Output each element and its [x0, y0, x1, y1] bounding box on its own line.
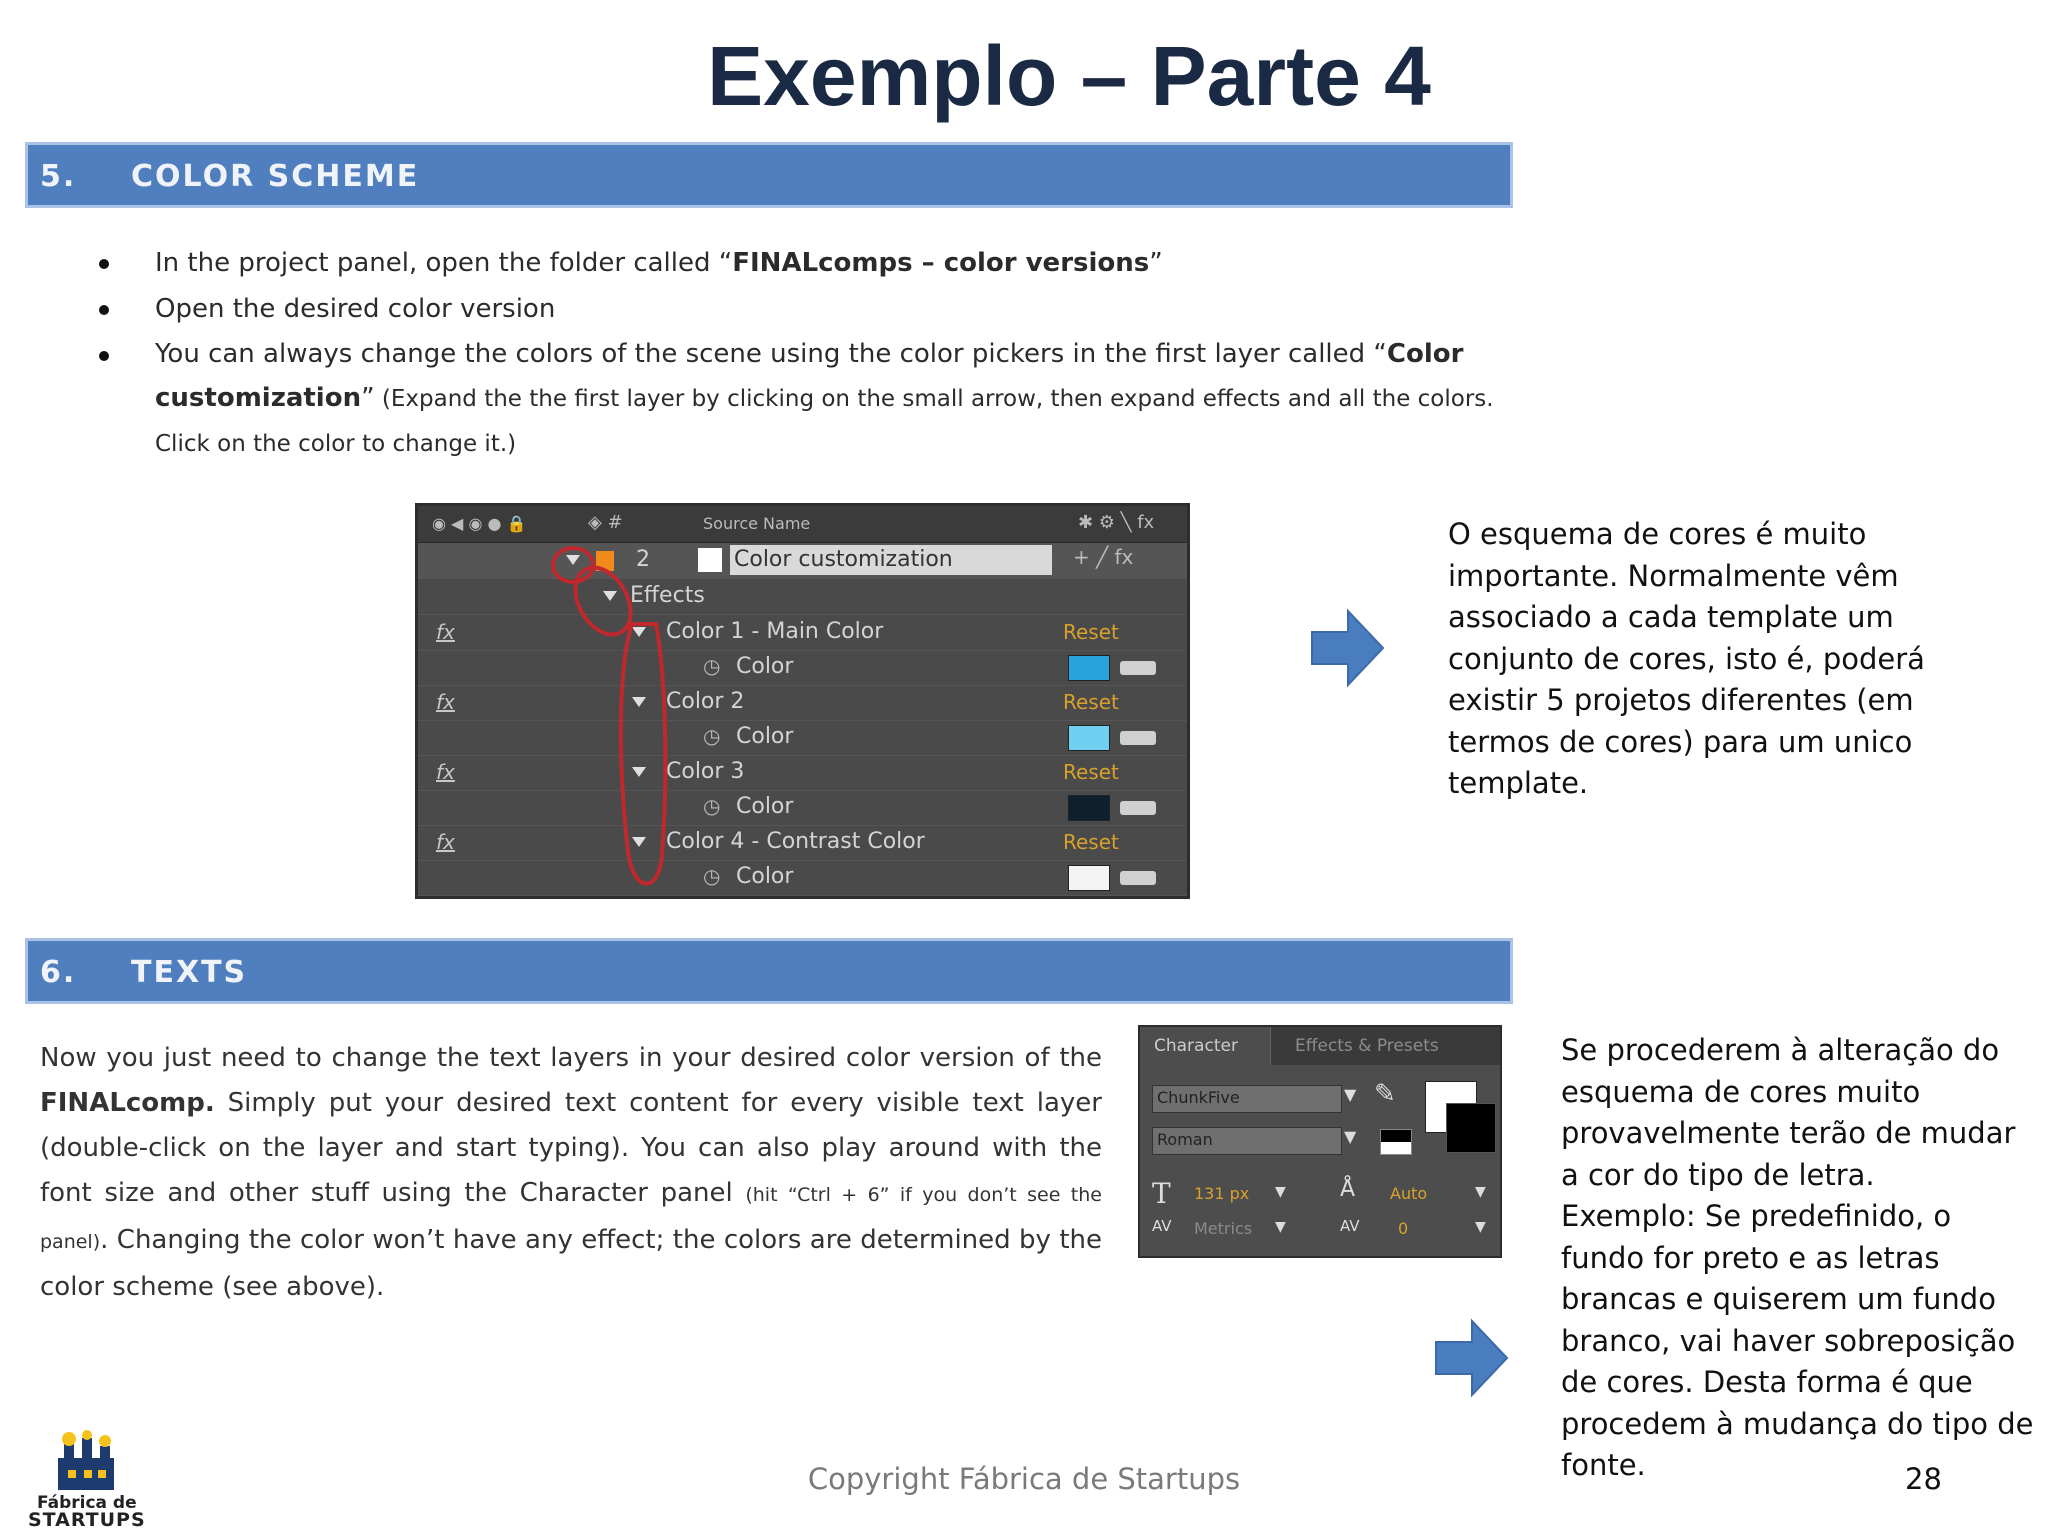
switches-header-icons: ✱ ⚙ ╲ fx	[1078, 512, 1155, 533]
chevron-down-icon[interactable]: ▼	[1344, 1127, 1357, 1146]
fx-icon[interactable]: fx	[436, 690, 455, 714]
bullet-3: You can always change the colors of the scene using the color pickers in the first layer called “Color customization” (Expand the the first layer by clicking on the small arrow, then expand effects and all the colors. Click on the color to change it.)	[95, 332, 1515, 466]
layer-switch-icons[interactable]: + ╱ fx	[1073, 545, 1134, 569]
character-panel	[1138, 1025, 1502, 1258]
section-5-header	[25, 142, 1513, 208]
color-label: Color	[736, 724, 794, 749]
chevron-down-icon[interactable]: ▼	[1275, 1219, 1286, 1235]
section-5-number: 5.	[40, 159, 77, 194]
kerning-icon: AV	[1152, 1217, 1172, 1235]
right-arrow-icon	[1434, 1318, 1510, 1398]
bullet-2: Open the desired color version	[95, 286, 1515, 332]
chevron-down-icon[interactable]: ▼	[1475, 1219, 1486, 1235]
bullet-1: In the project panel, open the folder called “FINALcomps – color versions”	[95, 240, 1515, 286]
no-fill-swap-icon[interactable]	[1380, 1129, 1412, 1155]
annotation-overlay	[418, 506, 1190, 899]
bullet-dot	[99, 305, 109, 315]
effect-name: Color 3	[666, 759, 745, 784]
color-label: Color	[736, 794, 794, 819]
effects-label: Effects	[630, 583, 705, 608]
label-icon: ◈ #	[588, 512, 623, 533]
stopwatch-icon[interactable]: ◷	[703, 794, 721, 818]
page-number: 28	[1905, 1462, 1942, 1496]
stroke-color-swatch[interactable]	[1446, 1103, 1496, 1153]
font-style-dropdown[interactable]: Roman	[1152, 1127, 1342, 1155]
reset-link[interactable]: Reset	[1063, 760, 1119, 784]
stopwatch-icon[interactable]: ◷	[703, 724, 721, 748]
text-color-note: Se procederem à alteração do esquema de cores muito provavelmente terão de mudar a cor do tipo de letra. Exemplo: Se predefinido, o fundo for preto e as letras brancas e quiserem um fundo branco, vai haver sobreposição de cores. Desta forma é que procedem à mudança do tipo de fonte.	[1561, 1033, 2034, 1482]
reset-link[interactable]: Reset	[1063, 690, 1119, 714]
tab-character[interactable]: Character	[1140, 1027, 1271, 1065]
font-size-icon: T	[1152, 1177, 1171, 1210]
fx-icon[interactable]: fx	[436, 760, 455, 784]
chevron-down-icon[interactable]: ▼	[1344, 1085, 1357, 1104]
effect-name: Color 2	[666, 689, 745, 714]
layer-number: 2	[636, 547, 650, 572]
chevron-down-icon[interactable]: ▼	[1275, 1184, 1286, 1200]
fx-icon[interactable]: fx	[436, 830, 455, 854]
effect-name: Color 4 - Contrast Color	[666, 829, 925, 854]
stopwatch-icon[interactable]: ◷	[703, 654, 721, 678]
kerning-value[interactable]: Metrics	[1194, 1219, 1253, 1238]
reset-link[interactable]: Reset	[1063, 620, 1119, 644]
fx-icon[interactable]: fx	[436, 620, 455, 644]
bullet-dot	[99, 351, 109, 361]
texts-instructions: Now you just need to change the text layers in your desired color version of the FINALcomp. Simply put your desired text content for every visible text layer (double-click on the layer and start typing). You can also play around with the font size and other stuff using the Character panel (hit “Ctrl + 6” if you don’t see the panel). Changing the color won’t have any effect; the colors are determined by the color scheme (see above).	[40, 1043, 1102, 1302]
panel-tabs	[1140, 1027, 1500, 1065]
chevron-down-icon[interactable]: ▼	[1475, 1184, 1486, 1200]
tab-effects-presets[interactable]: Effects & Presets	[1295, 1036, 1439, 1056]
section-6-number: 6.	[40, 955, 77, 990]
annotation-loop-colors	[621, 624, 665, 884]
right-arrow-icon	[1310, 608, 1386, 688]
copyright-footer: Copyright Fábrica de Startups	[807, 1462, 1241, 1496]
eyedropper-icon[interactable]: ✎	[1374, 1079, 1396, 1109]
leading-icon: Å	[1340, 1177, 1356, 1202]
reset-link[interactable]: Reset	[1063, 830, 1119, 854]
source-name-header: Source Name	[703, 514, 811, 533]
tracking-value[interactable]: 0	[1398, 1219, 1409, 1238]
switch-icons: ◉ ◀ ◉ ● 🔒	[432, 514, 527, 533]
font-family-dropdown[interactable]: ChunkFive	[1152, 1085, 1342, 1113]
section-5-heading: COLOR SCHEME	[131, 159, 420, 194]
after-effects-layer-panel	[415, 503, 1190, 899]
color-label: Color	[736, 654, 794, 679]
slide-title: Exemplo – Parte 4	[707, 29, 1431, 123]
bullet-dot	[99, 259, 109, 269]
font-size-value[interactable]: 131 px	[1194, 1184, 1250, 1203]
effect-name: Color 1 - Main Color	[666, 619, 884, 644]
section-6-heading: TEXTS	[131, 955, 248, 990]
logo-text: Fábrica de STARTUPS	[28, 1493, 146, 1531]
annotation-circle-arrow	[553, 548, 593, 582]
layer-name-field[interactable]: Color customization	[730, 545, 1052, 575]
stopwatch-icon[interactable]: ◷	[703, 864, 721, 888]
color-scheme-note: O esquema de cores é muito importante. Normalmente vêm associado a cada template um conjunto de cores, isto é, poderá existir 5 projetos diferentes (em termos de cores) para um unico template.	[1448, 517, 1925, 800]
section-5-bullets	[95, 240, 1515, 466]
tracking-icon: AV	[1340, 1217, 1360, 1235]
section-6-header	[25, 938, 1513, 1004]
color-label: Color	[736, 864, 794, 889]
leading-value[interactable]: Auto	[1390, 1184, 1428, 1203]
